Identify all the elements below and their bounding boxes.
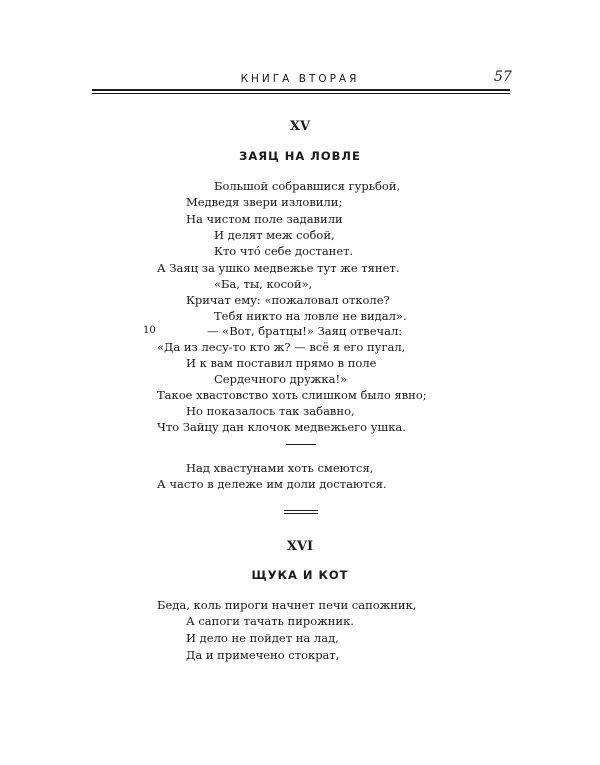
verse-line: Кричат ему: «пожаловал отколе?: [186, 293, 390, 307]
verse-line: «Да из лесу-то кто ж? — всё я его пугал,: [157, 340, 406, 354]
moral-line: Над хвастунами хоть смеются,: [186, 461, 374, 475]
header-rule-thin: [92, 93, 510, 94]
verse-line: И дело не пойдет на лад,: [186, 631, 339, 645]
line-number-marker: 10: [143, 325, 156, 336]
verse-line: Кто что́ себе достанет.: [214, 244, 354, 258]
header-rule-thick: [92, 89, 510, 91]
verse-line: Медведя звери изловили;: [186, 195, 343, 209]
verse-line: Такое хвастовство хоть слишком было явно;: [157, 388, 427, 402]
verse-line: Но показалось так забавно,: [186, 404, 355, 418]
fable-title: ЩУКА И КОТ: [251, 568, 349, 582]
verse-line: И делят меж собой,: [214, 228, 335, 242]
fable-separator: [284, 510, 318, 511]
moral-line: А часто в дележе им доли достаются.: [157, 477, 387, 491]
verse-line: На чистом поле задавили: [186, 212, 343, 226]
verse-line: А Заяц за ушко медвежье тут же тянет.: [157, 261, 400, 275]
fable-numeral: XVI: [286, 539, 314, 554]
fable-separator: [284, 513, 318, 514]
verse-line: — «Вот, братцы!» Заяц отвечал:: [207, 324, 403, 338]
verse-line: Сердечного дружка!»: [214, 372, 348, 386]
verse-line: А сапоги тачать пирожник.: [186, 614, 354, 628]
page-number: 57: [494, 69, 512, 85]
verse-line: Что Зайцу дан клочок медвежьего ушка.: [157, 420, 406, 434]
verse-line: Тебя никто на ловле не видал».: [214, 309, 407, 323]
section-separator: [286, 444, 316, 445]
verse-line: Да и примечено стократ,: [186, 648, 340, 662]
verse-line: И к вам поставил прямо в поле: [186, 356, 377, 370]
verse-line: Беда, коль пироги начнет печи сапожник,: [157, 598, 417, 612]
fable-title: ЗАЯЦ НА ЛОВЛЕ: [239, 149, 361, 163]
fable-numeral: XV: [289, 119, 311, 134]
running-head: КНИГА ВТОРАЯ: [240, 73, 360, 85]
verse-line: Большой собравшися гурьбой,: [214, 179, 401, 193]
verse-line: «Ба, ты, косой»,: [214, 277, 313, 291]
